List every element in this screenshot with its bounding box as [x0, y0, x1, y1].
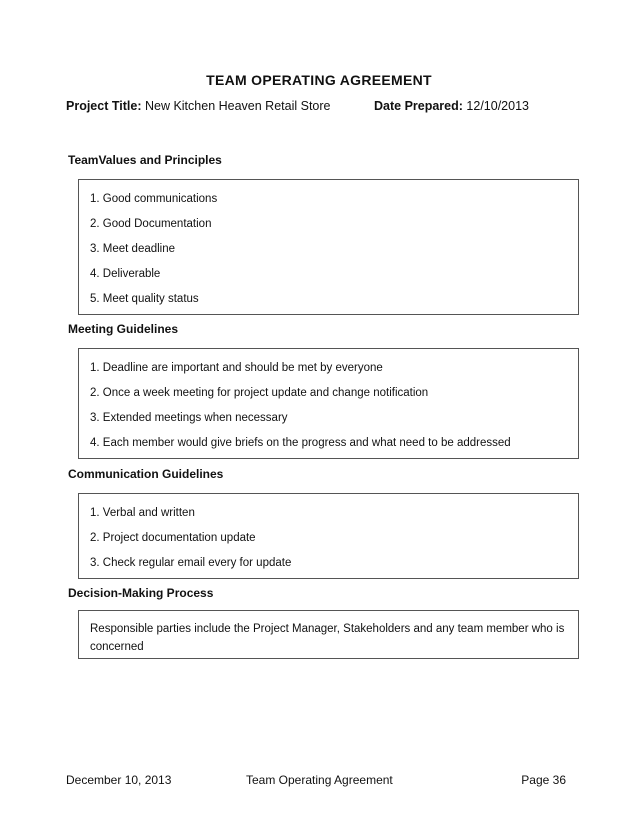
list-item: 1. Verbal and written [90, 507, 195, 519]
list-item: 3. Meet deadline [90, 243, 176, 255]
footer-title: Team Operating Agreement [246, 773, 393, 787]
list-item: 4. Deliverable [90, 268, 161, 280]
footer-date: December 10, 2013 [66, 773, 172, 787]
project-title-value: New Kitchen Heaven Retail Store [144, 99, 331, 113]
list-item: 2. Good Documentation [90, 218, 212, 230]
meeting-heading: Meeting Guidelines [68, 322, 179, 336]
page-number: Page 36 [521, 773, 566, 787]
values-heading: TeamValues and Principles [68, 153, 222, 167]
list-item: 2. Project documentation update [90, 532, 256, 544]
date-prepared-label: Date Prepared: [374, 99, 463, 113]
communication-heading: Communication Guidelines [68, 467, 224, 481]
list-item: 4. Each member would give briefs on the progress and what need to be addressed [90, 437, 511, 449]
meeting-box [78, 348, 579, 459]
list-item: 2. Once a week meeting for project update and change notification [90, 387, 429, 399]
date-prepared [374, 99, 529, 113]
list-item: 1. Good communications [90, 193, 218, 205]
list-item: 3. Check regular email every for update [90, 557, 292, 569]
values-box [78, 179, 579, 315]
decision-box [78, 610, 579, 659]
project-meta-row [66, 99, 586, 113]
list-item: 3. Extended meetings when necessary [90, 412, 288, 424]
page-footer [66, 773, 566, 787]
project-title-label: Project Title: [66, 99, 142, 113]
decision-text: Responsible parties include the Project Manager, Stakeholders and any team member who is concerned [90, 623, 565, 653]
list-item: 5. Meet quality status [90, 293, 199, 305]
decision-heading: Decision-Making Process [68, 586, 214, 600]
date-prepared-value: 12/10/2013 [466, 99, 529, 113]
list-item: 1. Deadline are important and should be met by everyone [90, 362, 383, 374]
document-title: TEAM OPERATING AGREEMENT [206, 72, 432, 88]
communication-box [78, 493, 579, 579]
